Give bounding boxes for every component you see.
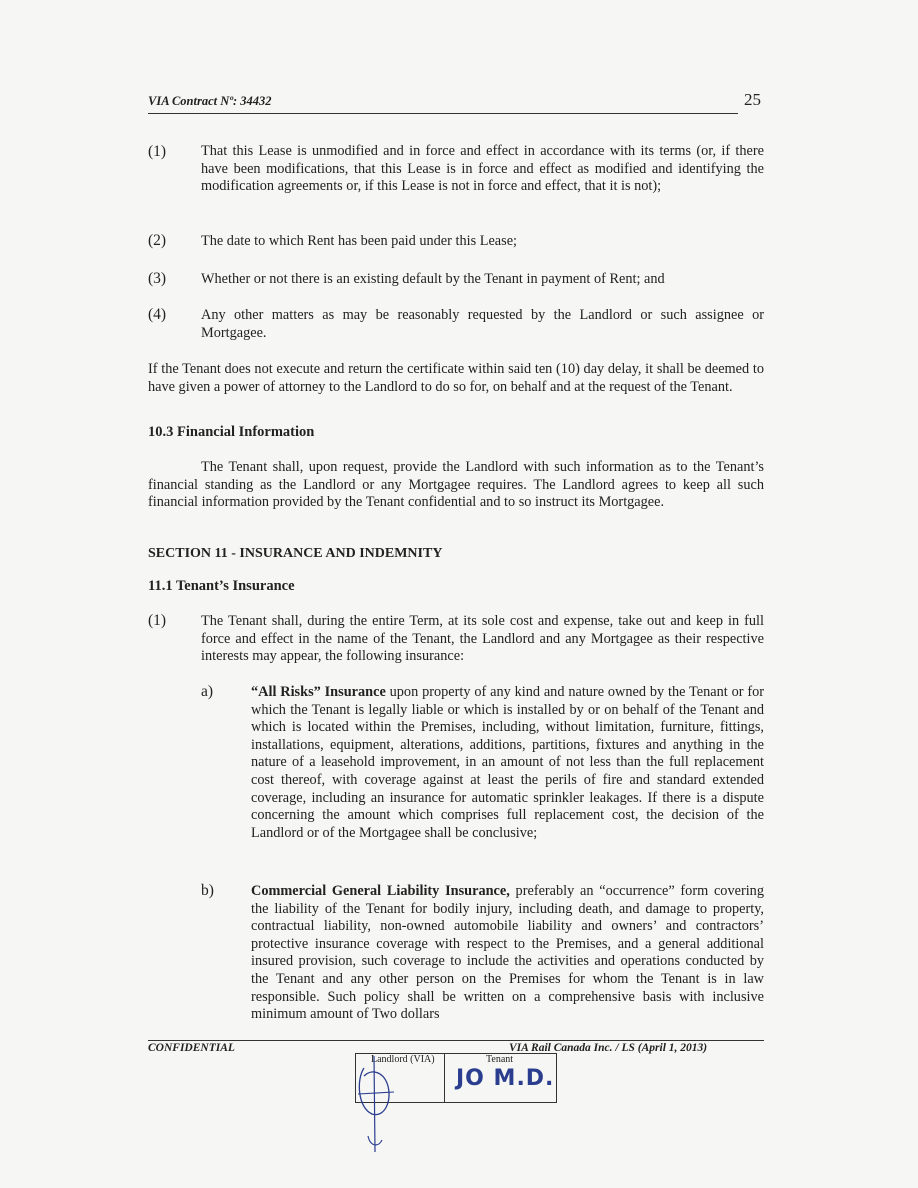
sub-item-label: a) [201, 683, 214, 700]
list-item: The date to which Rent has been paid under this Lease; [201, 233, 518, 249]
contract-number-label: VIA Contract Nº: 34432 [148, 94, 272, 108]
list-item: That this Lease is unmodified and in force and effect in accordance with its terms (or, if there have been modifications, that this Lease is in force and effect as modified and identifying the modification agreements or, if this Lease is not in force and effect, that it is not); [201, 143, 764, 195]
page-number: 25 [744, 90, 761, 109]
footer-rule [148, 1040, 764, 1041]
section-heading-11: SECTION 11 - INSURANCE AND INDEMNITY [148, 546, 443, 561]
list-item: Whether or not there is an existing default by the Tenant in payment of Rent; and [201, 271, 665, 287]
section-heading-11-1: 11.1 Tenant’s Insurance [148, 578, 295, 594]
section-heading-10-3: 10.3 Financial Information [148, 424, 315, 440]
landlord-label: Landlord (VIA) [371, 1054, 435, 1065]
certificate-paragraph: If the Tenant does not execute and return the certificate within said ten (10) day delay, it shall be deemed to have given a power of attorney to the Landlord to do so for, on behalf and at the request of the Tenant. [148, 361, 764, 395]
header-rule [148, 113, 738, 114]
list-number: (1) [148, 143, 167, 160]
tenant-label: Tenant [486, 1054, 514, 1065]
list-number: (1) [148, 612, 167, 629]
all-risks-title: “All Risks” Insurance [251, 684, 386, 700]
landlord-signature-icon [350, 1050, 410, 1155]
list-item: Any other matters as may be reasonably requested by the Landlord or such assignee or Mortgagee. [201, 307, 764, 341]
tenant-initials: JO M.D. [456, 1066, 555, 1091]
liability-paragraph [251, 883, 764, 1024]
all-risks-text: upon property of any kind and nature owned by the Tenant or for which the Tenant is legally liable or which is installed by or on behalf of the Tenant and which is located within the Premises, including, without limitation, furniture, fittings, installations, equipment, alterations, additions, partitions, fixtures and anything in the nature of a leasehold improvement, in an amount of not less than the full replacement cost thereof, with coverage against at least the perils of fire and standard extended coverage, including an insurance for automatic sprinkler leakages. If there is a dispute concerning the amount which comprises full replacement cost, the decision of the Landlord or of the Mortgagee shall be conclusive; [251, 684, 764, 841]
list-number: (3) [148, 270, 167, 287]
liability-title: Commercial General Liability Insurance, [251, 883, 510, 899]
footer-company-date: VIA Rail Canada Inc. / LS (April 1, 2013) [509, 1042, 708, 1054]
sub-item-label: b) [201, 882, 214, 899]
financial-paragraph: The Tenant shall, upon request, provide the Landlord with such information as to the Tenant’s financial standing as the Landlord or any Mortgagee requires. The Landlord agrees to keep all such financial information provided by the Tenant confidential and to so instruct its Mortgagee. [148, 459, 764, 511]
list-number: (2) [148, 232, 167, 249]
all-risks-paragraph [251, 684, 764, 842]
insurance-intro: The Tenant shall, during the entire Term, at its sole cost and expense, take out and keep in full force and effect in the name of the Tenant, the Landlord and any Mortgagee as their respective interests may appear, the following insurance: [201, 613, 764, 665]
confidential-label: CONFIDENTIAL [148, 1042, 235, 1054]
liability-text: preferably an “occurrence” form covering the liability of the Tenant for bodily injury, including death, and damage to property, contractual liability, non-owned automobile liability and owners’ and contractors’ protective insurance coverage with respect to the Premises, and a general additional insured provision, such coverage to include the activities and operations conducted by the Tenant and any other person on the Premises for whom the Tenant is in law responsible. Such policy shall be written on a comprehensive basis with inclusive minimum amount of Two dollars [251, 883, 764, 1023]
list-number: (4) [148, 306, 167, 323]
